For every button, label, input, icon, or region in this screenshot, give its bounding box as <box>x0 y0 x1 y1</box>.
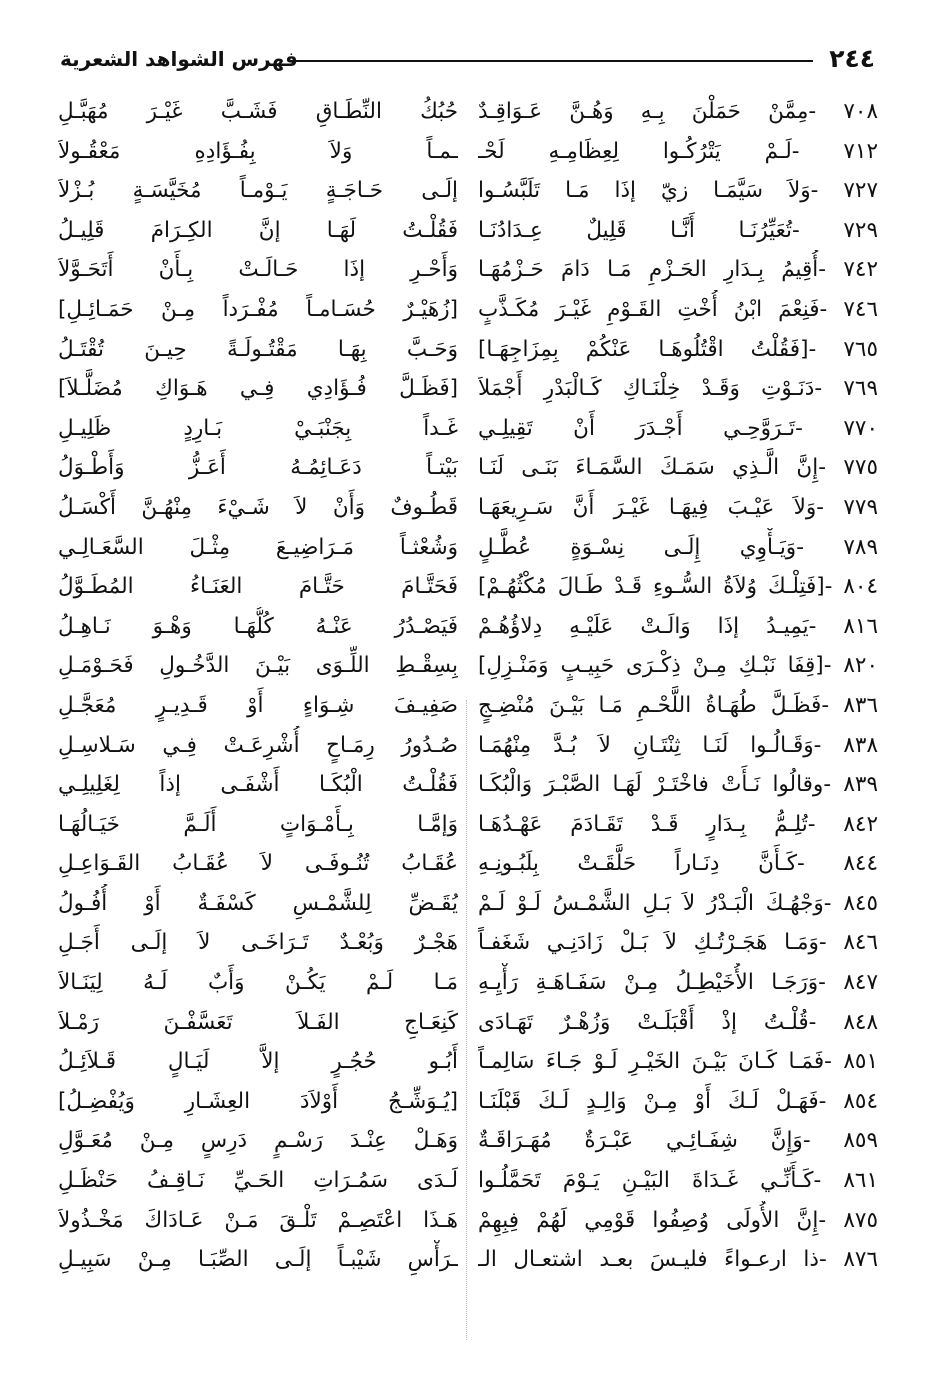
verse-number: ٨٤٤ <box>843 851 878 877</box>
verse-entry-second-hemistich: مَـا لَـمْ يَكُـنْ وَأَبٌ لَـهُ لِيَنَـالاَ <box>58 970 458 996</box>
verse-entry-second-hemistich: فَقُلْـتُ لَهَـا إنَّ الكِـرَامَ قَلِيـلُ <box>58 217 458 243</box>
verse-entry-first-hemistich <box>478 844 878 884</box>
verse-entry-second-hemistich: كَنِعَـاجِ الفَـلاَ تَعَسَّفْـنَ رَمْـلاَ <box>58 1009 458 1035</box>
verse-entry-first-hemistich <box>478 1042 878 1082</box>
verse-text: وَيَـأْوِي إِلَـى نِسْـوَةٍ عُطَّـلٍ <box>478 534 797 560</box>
verse-entry-second-hemistich: وَشُعْثـاً مَـرَاضِيـعَ مِثْـلَ السَّعَـالِـي <box>58 534 458 560</box>
verse-entry-second-hemistich: [يُـوَشِّـجُ أَوْلاَدَ العِشَـارِ وَيُفْضِـلُ] <box>58 1088 458 1114</box>
verse-dash: - <box>818 1088 844 1114</box>
verse-dash: - <box>818 930 844 956</box>
verse-entry-second-hemistich: حُبُكُ النِّطَـاقِ فَشَـبَّ غَيْـرَ مُهَبَّـلِ <box>58 99 458 124</box>
verse-entry-first-hemistich <box>478 686 878 726</box>
verse-number: ٧٢٧ <box>843 178 878 204</box>
verse-entry-second-hemistich: وَحَـبَّ بِهَـا مَقْتُـولَـةً حِيـنَ تُقْتَـلُ <box>58 336 458 362</box>
verse-dash: - <box>808 99 844 124</box>
verse-text: فَمَـا كَـانَ بَيْـنَ الخَيْـرِ لَـوْ جَـاءَ سَالِمـاً <box>478 1049 825 1075</box>
verse-entry-second-hemistich: صُـدُورُ رِمَـاحٍ أُشْرِعَـتْ فِـي سَـلاسِـلِ <box>58 732 458 758</box>
verse-entry-second-hemistich: وَإمَّـا بِـأَمْـوَاتٍ أَلَـمَّ خَيَـالُهَـا <box>58 811 458 837</box>
page-header <box>60 40 875 80</box>
verse-number: ٧١٢ <box>843 138 878 164</box>
verse-text: فَنِعْمَ ابْنُ أُخْتِ القَـوْمِ غَيْـرَ مُكَـذَّبٍ <box>478 296 820 322</box>
verse-dash: - <box>796 534 844 560</box>
verse-entry-second-hemistich: غَـداً بِجَنْبَـيْ بَـارِدٍ ظَلِيـلِ <box>58 415 458 441</box>
verse-entry-second-hemistich: [زُهَيْـرٌ حُسَـامـاً مُفْـرَداً مِـنْ حَمَـائِـلِ] <box>58 296 458 322</box>
verse-number: ٧٧٠ <box>843 415 878 441</box>
verse-number: ٧٤٢ <box>843 257 878 283</box>
verse-entry-first-hemistich <box>478 765 878 805</box>
verse-number: ٧٤٦ <box>843 296 878 322</box>
verse-text: وَلاَ عَيْـبَ فِيهَـا غَيْـرَ أَنَّ سَـرِيعَهَـا <box>478 494 817 520</box>
verse-dash: - <box>792 217 844 243</box>
verse-text: أُقِيمُ بِـدَارِ الحَـزْمِ مَـا دَامَ حَـزْمُهَـا <box>478 257 819 283</box>
verse-entry-first-hemistich <box>478 488 878 528</box>
verse-text: تَـرَوَّحِـي أَجْـدَرَ أَنْ تَقِيلِـي <box>478 415 796 441</box>
verse-text: إِنَّ الأُولَى وُصِفُوا قَوْمِي لَهُمْ فِبِهِمْ <box>478 1207 819 1233</box>
verse-entry-second-hemistich: هَـذَا اعْتَصِـمْ تَلْـقَ مَـنْ عَـادَاكَ مَخْـذُولاَ <box>58 1207 458 1233</box>
verse-text: يَمِيـدُ إذَا وَالَـتْ عَلَيْـهِ دِلاؤُهُـمْ <box>478 613 809 639</box>
verse-number: ٨٣٦ <box>843 692 878 718</box>
verse-number: ٨٥٩ <box>843 1128 878 1154</box>
verse-entry-first-hemistich <box>478 369 878 409</box>
header-rule <box>288 60 813 62</box>
verse-text: إِنَّ الَّـذِي سَمَـكَ السَّمَـاءَ بَنَـى لَنَـا <box>478 455 819 481</box>
verse-dash: - <box>802 1128 844 1154</box>
verse-dash: - <box>791 138 844 164</box>
verse-entry-second-hemistich: عُقَـابُ تُنُـوفَـى لاَ عُقَـابُ القَـوَاعِـلِ <box>58 851 458 877</box>
verse-number: ٨٤٨ <box>843 1009 878 1035</box>
verse-dash: - <box>818 970 844 996</box>
verse-dash: - <box>823 772 844 798</box>
verse-dash: - <box>808 1009 844 1035</box>
verse-dash: - <box>818 455 844 481</box>
verse-entry-first-hemistich <box>478 646 878 686</box>
verse-entry-first-hemistich <box>478 726 878 766</box>
verse-dash: - <box>823 653 844 679</box>
verse-entry-second-hemistich: إلَـى حَـاجَـةٍ يَـوْمـاً مُخَيَّسَـةٍ بُـزْلاَ <box>58 178 458 204</box>
verse-text: لَـمْ يَتْرُكُـوا لِعِظَامِـهِ لَحْـ <box>478 138 792 164</box>
verse-number: ٨٦١ <box>843 1168 878 1194</box>
page-number: ٢٤٤ <box>829 44 875 73</box>
verse-text: وقالُوا نَـأَتْ فاخْتَـرْ لَهَـا الصَّبْـرَ وَالْبُكَـا <box>478 772 824 798</box>
verse-number: ٨٤٢ <box>843 811 878 837</box>
verse-number: ٨٧٦ <box>843 1247 878 1273</box>
verse-entry-second-hemistich: [فَظَـلَّ فُـؤَادِي فِـي هَـوَاكِ مُضَلَّـلاَ] <box>58 376 458 402</box>
verse-entry-first-hemistich <box>478 330 878 370</box>
verse-entry-first-hemistich <box>478 805 878 845</box>
verse-dash: - <box>810 178 844 204</box>
verse-number: ٨١٦ <box>843 613 878 639</box>
verse-dash: - <box>813 1168 844 1194</box>
verse-entry-first-hemistich <box>478 1082 878 1122</box>
verse-number: ٧٧٥ <box>843 455 878 481</box>
verse-entry-first-hemistich <box>478 1201 878 1241</box>
verse-number: ٨٣٨ <box>843 732 878 758</box>
verse-dash: - <box>818 257 844 283</box>
verse-entry-second-hemistich: وَهَـلْ عِنْـدَ رَسْـمٍ دَرِسٍ مِـنْ مُعَـوَّلِ <box>58 1128 458 1154</box>
running-title: فهرس الشواهد الشعرية <box>60 47 298 71</box>
verse-entry-second-hemistich: بِسِقْـطِ اللِّـوَى بَيْـنَ الدَّخُـولِ فَحَـوْمَـلِ <box>58 653 458 679</box>
verse-entry-first-hemistich <box>478 1161 878 1201</box>
verse-text: كَـأَنَّ دِنَـاراً حَلَّقَـتْ بِلَبُـونِـهِ <box>478 851 797 877</box>
verse-entry-first-hemistich <box>478 1121 878 1161</box>
verse-entry-second-hemistich: فَيَصْـدُرُ عَنْـهُ كُلُّهَـا وَهْـوَ نَـاهِـلُ <box>58 613 458 639</box>
verse-dash: - <box>824 1049 844 1075</box>
verse-dash: - <box>807 811 844 837</box>
verse-entry-first-hemistich <box>478 132 878 172</box>
verse-number: ٧٧٩ <box>843 494 878 520</box>
verse-dash: - <box>813 732 844 758</box>
verse-text: [قِفَا نَبْـكِ مِـنْ ذِكْـرَى حَبِيـبٍ وَمَنْـزِلِ] <box>478 653 824 679</box>
verse-text: كَـأَنِّـي غَـدَاةَ البَيْـنِ يَـوْمَ تَحَمَّلُـوا <box>478 1168 814 1194</box>
verse-text: فَظَـلَّ طُهَـاةُ اللَّحْـمِ مَـا بَيْـنَ مُنْضِـجٍ <box>478 692 822 718</box>
verse-entry-first-hemistich <box>478 1240 878 1280</box>
verse-number: ٨٥١ <box>843 1049 878 1075</box>
verse-number: ٨٣٩ <box>843 772 878 798</box>
verse-index-right-column <box>478 92 878 1280</box>
verse-text: [فَتِلْـكَ وُلاَةُ السُّـوءِ قَـدْ طَـالَ مُكْثُهُـمْ] <box>478 574 825 600</box>
verse-entry-second-hemistich: هَجْـرٌ وَبُعْـدٌ تَـرَاخَـى لاَ إلَـى أَجَـلِ <box>58 930 458 956</box>
verse-text: دَنَـوْتِ وَقَـدْ خِلْنَـاكِ كَـالْبَدْرِ أَجْمَلاَ <box>478 376 815 402</box>
verse-number: ٨٥٤ <box>843 1088 878 1114</box>
verse-entry-second-hemistich: لَـدَى سَمُـرَاتِ الحَـيِّ نَـاقِـفُ حَنْظَـلِ <box>58 1168 458 1194</box>
verse-entry-second-hemistich: صَفِيـفَ شِـوَاءٍ أَوْ قَـدِيـرٍ مُعَجَّـلِ <box>58 692 458 718</box>
verse-dash: - <box>818 1207 844 1233</box>
column-divider <box>466 700 467 1340</box>
verse-entry-first-hemistich <box>478 528 878 568</box>
verse-entry-first-hemistich <box>478 448 878 488</box>
verse-text: وَجْهُـكَ الْبَـدْرُ لاَ بَـلِ الشَّمْـسُ لَـوْ لَـمْ <box>478 890 824 916</box>
verse-dash: - <box>795 415 844 441</box>
verse-text: وَمَـا هَجَـرْتُـكِ لاَ بَـلْ زَادَنِـي شَغَفـاً <box>478 930 819 956</box>
verse-number: ٨٢٠ <box>843 653 878 679</box>
verse-text: مِمَّنْ حَمَلْنَ بِـهِ وَهُـنَّ عَـوَاقِـدٌ <box>478 99 809 124</box>
verse-text: وَلاَ سَيَّمَـا زيّ إذَا مَـا تَلَبَّسُـوا <box>478 178 811 204</box>
verse-dash: - <box>821 692 844 718</box>
verse-entry-second-hemistich: فَقُلْـتُ الْبُكَـا أَشْفَـى إذاً لِغَلِيلِـي <box>58 772 458 798</box>
verse-text: تُلِـمُّ بِـدَارٍ قَـدْ تَقَـادَمَ عَهْـدُهَـا <box>478 811 808 837</box>
verse-entry-first-hemistich <box>478 171 878 211</box>
verse-text: وَإِنَّ شِفَـائِـي عَبْـرَةٌ مُهَـرَاقَـةٌ <box>478 1128 803 1154</box>
verse-entry-second-hemistich: ـرَأْسِ شَيْبـاً إلَـى الصِّبَـا مِـنْ سَبِيـلِ <box>58 1247 458 1273</box>
verse-entry-second-hemistich: بَيْتـاً دَعَـائِمُـهُ أَعَـزُّ وَأَطْـوَلُ <box>58 455 458 481</box>
verse-dash: - <box>814 376 844 402</box>
verse-entry-first-hemistich <box>478 250 878 290</box>
verse-entry-first-hemistich <box>478 290 878 330</box>
verse-entry-first-hemistich <box>478 92 878 132</box>
verse-number: ٧٢٩ <box>843 217 878 243</box>
verse-entry-first-hemistich <box>478 1003 878 1043</box>
verse-number: ٨٤٧ <box>843 970 878 996</box>
verse-entry-second-hemistich: فَحَتَّـامَ حَتَّـامَ العَنَـاءُ المُطَـوَّلُ <box>58 574 458 600</box>
verse-dash: - <box>808 613 844 639</box>
verse-entry-first-hemistich <box>478 923 878 963</box>
verse-entry-first-hemistich <box>478 567 878 607</box>
verse-dash: - <box>796 851 844 877</box>
verse-entry-first-hemistich <box>478 211 878 251</box>
verse-dash: - <box>823 890 844 916</box>
verse-entry-second-hemistich: وَأَحْـرِ إذَا حَـالَـتْ بِـأَنْ أَتَحَـوَّلاَ <box>58 257 458 283</box>
verse-index-left-column <box>58 92 458 1280</box>
verse-number: ٨٤٦ <box>843 930 878 956</box>
verse-number: ٨٧٥ <box>843 1207 878 1233</box>
verse-text: وَقَـالُـوا لَنَـا ثِنْتَـانِ لاَ بُـدَّ مِنْهُمَـا <box>478 732 814 758</box>
verse-number: ٨٠٤ <box>843 574 878 600</box>
verse-entry-first-hemistich <box>478 409 878 449</box>
verse-entry-second-hemistich: أَبُـو حُجُـرٍ إلاَّ لَيَـالٍ قَـلاَئِـلُ <box>58 1049 458 1075</box>
verse-dash: - <box>824 574 844 600</box>
verse-text: فَهَـلْ لَـكَ أَوْ مِـنْ وَالِـدٍ لَـكَ قَبْلَنَـا <box>478 1088 819 1114</box>
verse-entry-first-hemistich <box>478 963 878 1003</box>
verse-number: ٧٨٩ <box>843 534 878 560</box>
verse-entry-first-hemistich <box>478 607 878 647</box>
verse-text: وَرَجَـا الأُخَيْطِـلُ مِـنْ سَفَـاهَـةِ رَأْيِـهِ <box>478 970 819 996</box>
verse-text: قُلْـتُ إذْ أَقْبَلَـتْ وَزُهْـرٌ تَهَـادَى <box>478 1009 809 1035</box>
verse-dash: - <box>818 1247 844 1273</box>
verse-dash: - <box>819 296 844 322</box>
verse-entry-second-hemistich: قَطُـوفٌ وَأَنْ لاَ شَـيْءَ مِنْهُـنَّ أَكْسَـلُ <box>58 494 458 520</box>
verse-number: ٧٠٨ <box>843 99 878 124</box>
verse-number: ٧٦٩ <box>843 376 878 402</box>
verse-number: ٧٦٥ <box>843 336 878 362</box>
verse-entry-second-hemistich: ـمـاً وَلاَ بِفُـؤَادِهِ مَعْقُـولاَ <box>58 138 458 164</box>
verse-text: تُعَيِّرُنَـا أَنَّـا قَلِيلٌ عِـدَادُنَـا <box>478 217 793 243</box>
verse-entry-first-hemistich <box>478 884 878 924</box>
verse-text: [فَقُلْتُ اقْتُلُوهَـا عَنْكُمْ بِمِزَاجِهَـا] <box>478 336 809 362</box>
verse-dash: - <box>816 494 844 520</box>
verse-text: ذا ارعـواءً فليـسَ بعـد اشتعـال الـ <box>478 1247 819 1273</box>
verse-dash: - <box>808 336 844 362</box>
verse-entry-second-hemistich: يُقَـضِّ لِلشَّمْـسِ كَسْفَـةٌ أَوْ أُفُـولُ <box>58 890 458 916</box>
verse-number: ٨٤٥ <box>843 890 878 916</box>
